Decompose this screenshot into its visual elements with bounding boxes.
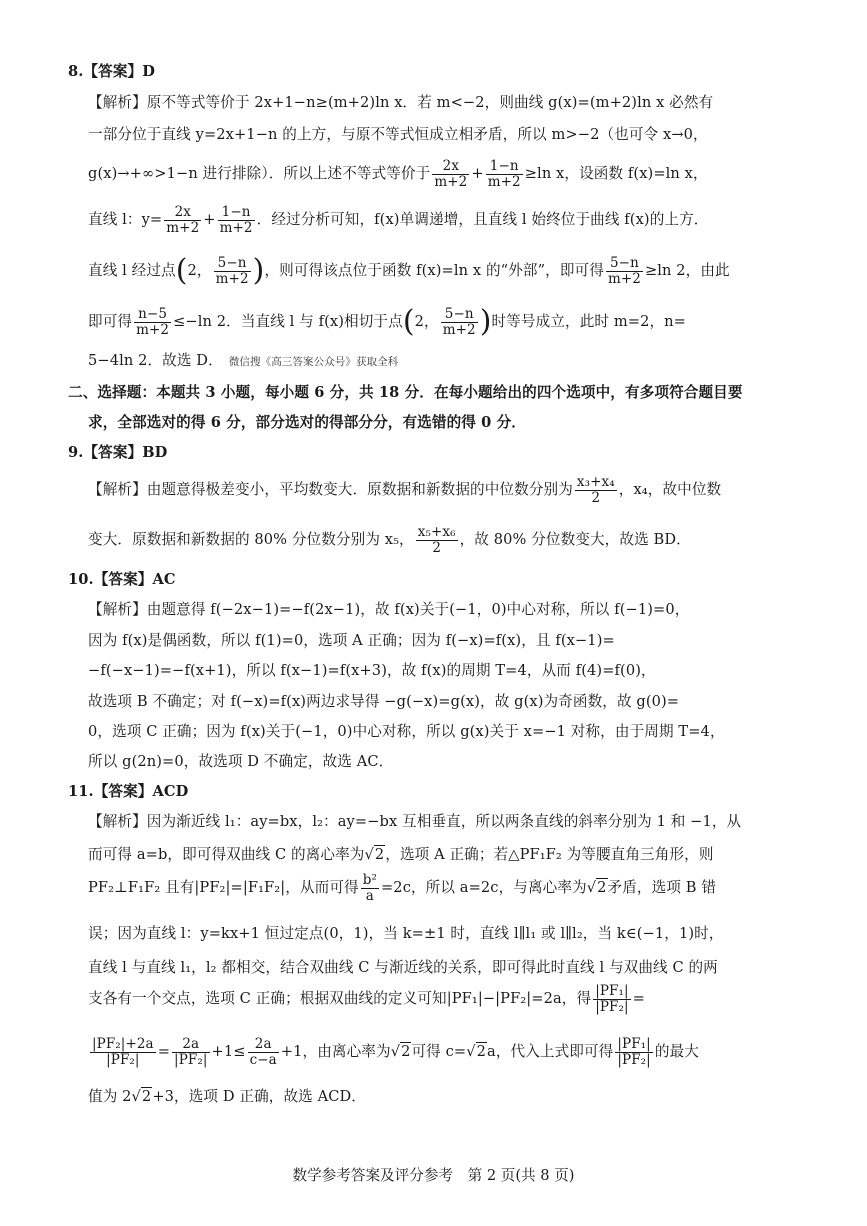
- q10-line-1: 【解析】由题意得 f(−2x−1)=−f(2x−1)，故 f(x)关于(−1，0)中心对称，所以 f(−1)=0，: [88, 601, 690, 618]
- fraction: $\frac{n-5}{m+2}$: [136, 306, 170, 338]
- q11-line-5: 直线 l 与直线 l₁，l₂ 都相交，结合双曲线 C 与渐近线的关系，即可得此时直线 l 与双曲线 C 的两: [88, 959, 718, 976]
- fraction: $\frac{\text{x₅+x₆}}{2}$: [417, 524, 456, 556]
- section-2-heading: 二、选择题：本题共 3 小题，每小题 6 分，共 18 分．在每小题给出的四个选项中，有多项符合题目要: [68, 384, 743, 401]
- q8-answer: 8.【答案】D: [68, 63, 155, 80]
- q11-line-7: $\frac{\text{|PF₂|+2a}}{\text{|PF₂|}}$ = $\frac{2a}{\text{|PF₂|}}$ +1≤ $\frac{2a}{c-a}$ +1，由离心率为√2可得 c=√2a，代入上式即可得 $\frac{\text{|PF₁|}}{\text{|PF₂|}}$ 的最大: [92, 1036, 699, 1068]
- q8-line-4: 直线 l：y= $\frac{2x}{m+2}$ + $\frac{1-n}{m+2}$ ．经过分析可知，f(x)单调递增，且直线 l 始终位于曲线 f(x)的上方．: [88, 204, 709, 236]
- q11-line-6: 支各有一个交点，选项 C 正确；根据双曲线的定义可知|PF₁|−|PF₂|=2a，得 $\frac{\text{|PF₁|}}{\text{|PF₂|}}$ =: [88, 983, 645, 1015]
- q11-line-2: 而可得 a=b，即可得双曲线 C 的离心率为√2，选项 A 正确；若△PF₁F₂ 为等腰直角三角形，则: [88, 846, 714, 863]
- q9-line-2: 变大．原数据和新数据的 80% 分位数分别为 x₅， $\frac{\text{x₅+x₆}}{2}$ ，故 80% 分位数变大，故选 BD．: [88, 524, 691, 556]
- q10-line-3: −f(−x−1)=−f(x+1)，所以 f(x−1)=f(x+3)，故 f(x)的周期 T=4，从而 f(4)=f(0)，: [88, 662, 656, 679]
- page-footer: 数学参考答案及评分参考 第 2 页(共 8 页): [292, 1167, 575, 1184]
- q10-answer: 10.【答案】AC: [68, 571, 176, 588]
- fraction: $\frac{5-n}{m+2}$: [607, 255, 641, 287]
- fraction: $\frac{\text{b²}}{a}$: [362, 872, 377, 904]
- q8-line-7: 5−4ln 2．故选 D． 微信搜《高三答案公众号》获取全科: [88, 352, 399, 369]
- watermark-note: 微信搜《高三答案公众号》获取全科: [228, 356, 399, 368]
- q9-answer: 9.【答案】BD: [68, 444, 168, 461]
- fraction: $\frac{\text{|PF₁|}}{\text{|PF₂|}}$: [617, 1036, 651, 1068]
- section-2-heading-cont: 求，全部选对的得 6 分，部分选对的得部分分，有选错的得 0 分．: [88, 414, 526, 431]
- fraction: $\frac{\text{x₃+x₄}}{2}$: [576, 474, 615, 506]
- q8-line-3: g(x)→+∞>1−n 进行排除）．所以上述不等式等价于 $\frac{2x}{m+2}$ + $\frac{1-n}{m+2}$ ≥ln x，设函数 f(x)=ln x，: [88, 158, 708, 190]
- q8-line-6: 即可得 $\frac{n-5}{m+2}$ ≤−ln 2．当直线 l 与 f(x)相切于点(2， $\frac{5-n}{m+2}$ )时等号成立，此时 m=2，n=: [88, 304, 687, 339]
- q8-line-5: 直线 l 经过点(2， $\frac{5-n}{m+2}$ )，则可得该点位于函数 f(x)=ln x 的“外部”，即可得 $\frac{5-n}{m+2}$ ≥ln 2，由此: [88, 253, 730, 288]
- q9-line-1: 【解析】由题意得极差变小，平均数变大．原数据和新数据的中位数分别为 $\frac{\text{x₃+x₄}}{2}$ ，x₄，故中位数: [88, 474, 722, 506]
- fraction: $\frac{\text{|PF₂|+2a}}{\text{|PF₂|}}$: [92, 1036, 154, 1068]
- q10-line-5: 0，选项 C 正确；因为 f(x)关于(−1，0)中心对称，所以 g(x)关于 x=−1 对称，由于周期 T=4，: [88, 723, 725, 740]
- fraction: $\frac{2x}{m+2}$: [166, 204, 200, 236]
- q11-line-4: 误；因为直线 l：y=kx+1 恒过定点(0，1)，当 k=±1 时，直线 l∥l₁ 或 l∥l₂，当 k∈(−1，1)时，: [88, 925, 724, 942]
- fraction: $\frac{2a}{\text{|PF₂|}}$: [174, 1036, 208, 1068]
- fraction: $\frac{5-n}{m+2}$: [442, 306, 476, 338]
- fraction: $\frac{\text{|PF₁|}}{\text{|PF₂|}}$: [595, 983, 629, 1015]
- q11-answer: 11.【答案】ACD: [68, 783, 189, 800]
- q10-line-6: 所以 g(2n)=0，故选项 D 不确定，故选 AC．: [88, 753, 394, 770]
- fraction: $\frac{5-n}{m+2}$: [215, 255, 249, 287]
- q8-line-2: 一部分位于直线 y=2x+1−n 的上方，与原不等式恒成立相矛盾，所以 m>−2（也可令 x→0，: [88, 126, 708, 143]
- fraction: $\frac{2a}{c-a}$: [249, 1036, 277, 1068]
- q11-line-1: 【解析】因为渐近线 l₁：ay=bx，l₂：ay=−bx 互相垂直，所以两条直线的斜率分别为 1 和 −1，从: [88, 813, 742, 830]
- q11-line-3: PF₂⊥F₁F₂ 且有|PF₂|=|F₁F₂|，从而可得 $\frac{\text{b²}}{a}$ =2c，所以 a=2c，与离心率为√2矛盾，选项 B 错: [88, 872, 717, 904]
- q10-line-2: 因为 f(x)是偶函数，所以 f(1)=0，选项 A 正确；因为 f(−x)=f(x)，且 f(x−1)=: [88, 632, 615, 649]
- q11-line-8: 值为 2√2+3，选项 D 正确，故选 ACD．: [88, 1088, 366, 1105]
- fraction: $\frac{1-n}{m+2}$: [487, 158, 521, 190]
- q10-line-4: 故选项 B 不确定；对 f(−x)=f(x)两边求导得 −g(−x)=g(x)，故 g(x)为奇函数，故 g(0)=: [88, 693, 680, 710]
- fraction: $\frac{1-n}{m+2}$: [219, 204, 253, 236]
- fraction: $\frac{2x}{m+2}$: [434, 158, 468, 190]
- q8-line-1: 【解析】原不等式等价于 2x+1−n≥(m+2)ln x．若 m<−2，则曲线 g(x)=(m+2)ln x 必然有: [88, 94, 714, 111]
